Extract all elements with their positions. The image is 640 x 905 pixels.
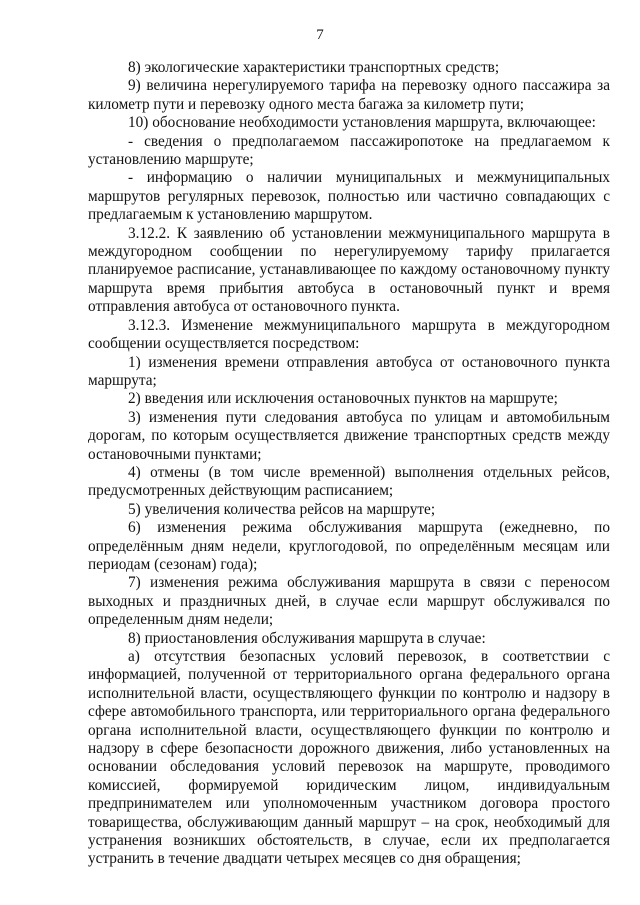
change-item-3: 3) изменения пути следования автобуса по улицам и автомобильным дорогам, по которым осуществляется движение транспортных средств между остановочными пунктами; xyxy=(88,408,610,463)
subitem-existing-routes: - информацию о наличии муниципальных и межмуниципальных маршрутов регулярных перевозок, полностью или частично совпадающих с предлагаемым к установлению маршрутом. xyxy=(88,169,610,224)
clause-3-12-3: 3.12.3. Изменение межмуниципального маршрута в междугородном сообщении осуществляется посредством: xyxy=(88,316,610,353)
item-ecological-characteristics: 8) экологические характеристики транспортных средств; xyxy=(128,59,500,76)
item-unregulated-tariff: 9) величина нерегулируемого тарифа на перевозку одного пассажира за километр пути и перевозку одного места багажа за километр пути; xyxy=(88,77,610,113)
change-item-2: 2) введения или исключения остановочных пунктов на маршруте; xyxy=(128,390,558,408)
page-number: 7 xyxy=(316,27,324,43)
change-item-8: 8) приостановления обслуживания маршрута в случае: xyxy=(128,629,486,647)
clause-3-12-2: 3.12.2. К заявлению об установлении межмуниципального маршрута в междугородном сообщении по нерегулируемому тарифу прилагается планируемое расписание, устанавливающее по каждому остановочному пункту маршрута время прибытия автобуса в остановочный пункт и время отправления автобуса от остановочного пункта. xyxy=(88,224,610,316)
change-item-4: 4) отмены (в том числе временной) выполнения отдельных рейсов, предусмотренных действующим расписанием; xyxy=(88,463,610,500)
change-item-6: 6) изменения режима обслуживания маршрута (ежедневно, по определённым дням недели, круглогодовой, по определённым месяцам или периодам (сезонам) года); xyxy=(88,519,610,573)
subitem-passenger-flow: - сведения о предполагаемом пассажиропотоке на предлагаемом к установлению маршруте; xyxy=(88,132,610,169)
change-item-1: 1) изменения времени отправления автобуса от остановочного пункта маршрута; xyxy=(88,353,610,389)
document-body xyxy=(88,59,610,869)
change-item-5: 5) увеличения количества рейсов на маршруте; xyxy=(128,500,436,518)
change-item-7: 7) изменения режима обслуживания маршрута в связи с переносом выходных и праздничных дней, в случае если маршрут обслуживался по определенным дням недели; xyxy=(88,574,610,629)
item-route-justification: 10) обоснование необходимости установления маршрута, включающее: xyxy=(128,114,596,132)
change-item-8a: а) отсутствия безопасных условий перевозок, в соответствии с информацией, полученной от территориального органа федерального органа исполнительной власти, осуществляющего функции по контролю и надзору в сфере автомобильного транспорта, или территориального органа федерального органа исполнительной власти, осуществляющего функции по контролю и надзору в сфере безопасности дорожного движения, либо установленных на основании обследования условий перевозок на маршруте, проводимого комиссией, формируемой юридическим лицом, индивидуальным предпринимателем или уполномоченным участником договора простого товарищества, обслуживающим данный маршрут – на срок, необходимый для устранения возникших обстоятельств, в случае, если их предполагается устранить в течение двадцати четырех месяцев со дня обращения; xyxy=(88,648,610,868)
